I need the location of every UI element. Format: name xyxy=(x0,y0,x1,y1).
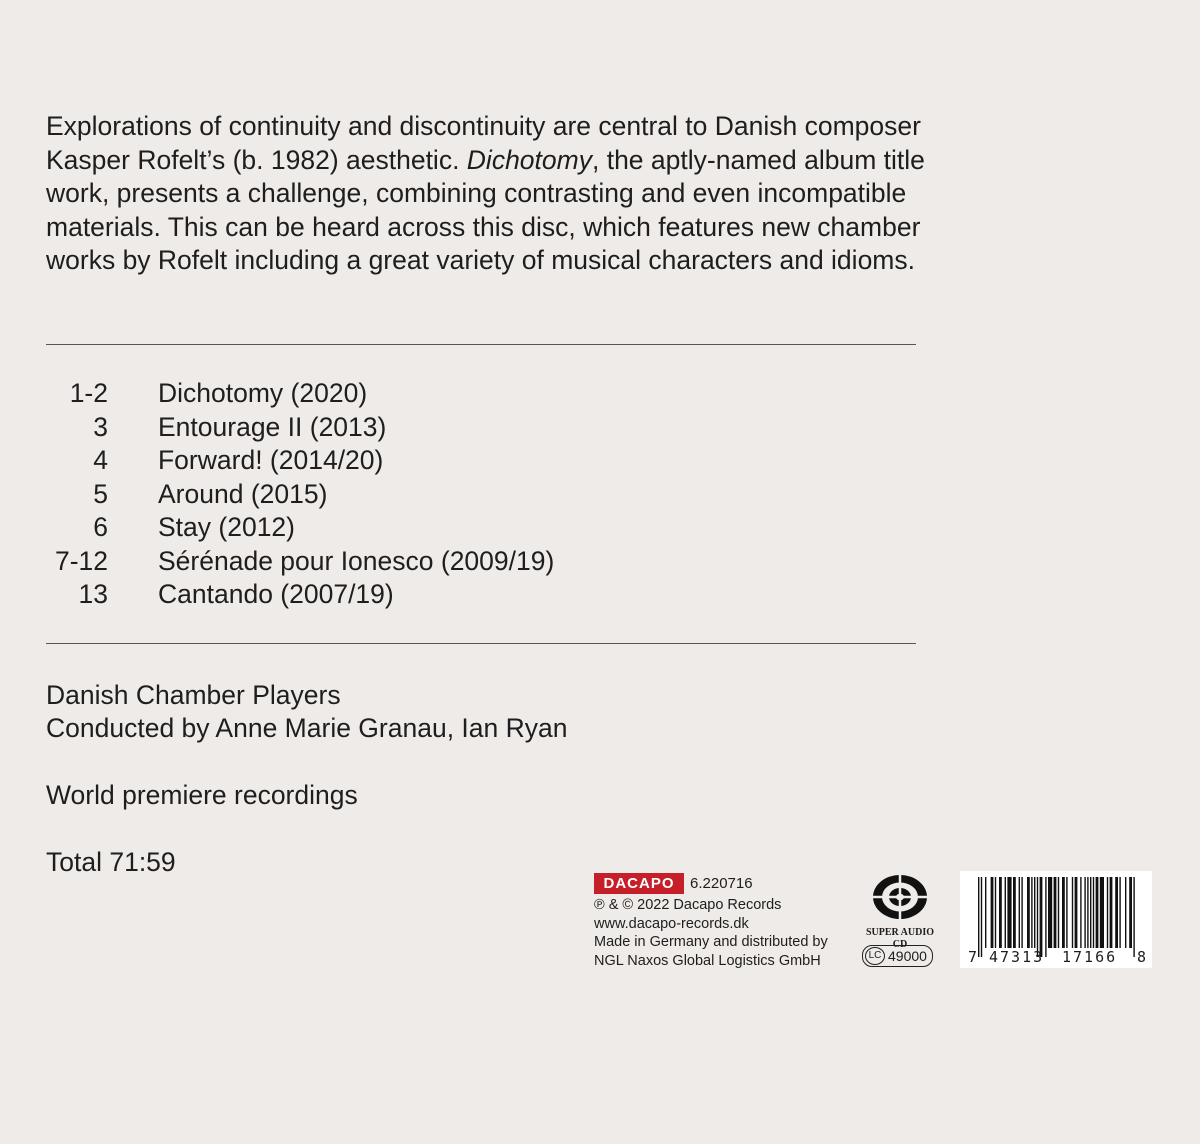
dacapo-logo: DACAPO xyxy=(594,873,684,894)
barcode-bar xyxy=(1119,877,1120,948)
track-number: 5 xyxy=(93,478,108,509)
description-album-title: Dichotomy xyxy=(466,144,592,175)
barcode-bar xyxy=(1040,877,1043,957)
barcode-bar xyxy=(1087,877,1088,948)
track-number: 6 xyxy=(93,512,108,542)
barcode-first-digit: 7 xyxy=(968,948,978,966)
sacd-text: SUPER AUDIO CD xyxy=(865,927,935,950)
track-title: Stay (2012) xyxy=(158,512,295,542)
barcode-bar xyxy=(999,877,1002,948)
ensemble-name: Danish Chamber Players xyxy=(46,680,341,710)
label-code xyxy=(862,945,933,967)
barcode-bar xyxy=(1066,877,1067,948)
divider-top xyxy=(46,344,916,345)
track-list xyxy=(46,377,554,612)
track-title: Forward! (2014/20) xyxy=(158,445,384,475)
barcode-bar xyxy=(1037,877,1038,957)
lc-mark: LC xyxy=(865,947,885,965)
barcode xyxy=(960,871,1152,968)
track-row xyxy=(46,478,554,512)
barcode-bar xyxy=(1075,877,1078,948)
barcode-bar xyxy=(1133,877,1134,957)
track-row xyxy=(46,444,554,478)
barcode-bar xyxy=(1034,877,1035,948)
barcode-right-digits: 17166 xyxy=(1062,948,1118,966)
divider-bottom xyxy=(46,643,916,644)
barcode-bar xyxy=(1107,877,1108,948)
catalog-number: 6.220716 xyxy=(690,875,753,892)
premiere-note: World premiere recordings xyxy=(46,780,358,810)
track-title: Dichotomy (2020) xyxy=(158,378,368,408)
barcode-bar xyxy=(981,877,982,957)
description-text-2: , the aptly-named album title work, presents a challenge, combining contrasting and even incompatible materials. This can be heard across this disc, which features new chamber works by Rofelt including a great variety of musical characters and idioms. xyxy=(46,144,925,275)
barcode-bar xyxy=(1072,877,1073,948)
track-row xyxy=(46,545,554,579)
track-number: 4 xyxy=(93,445,108,475)
track-title: Sérénade pour Ionesco (2009/19) xyxy=(158,545,555,576)
track-title: Around (2015) xyxy=(158,478,328,509)
barcode-bar xyxy=(1045,877,1046,957)
barcode-bar xyxy=(1007,877,1011,948)
made-in-line: Made in Germany and distributed by xyxy=(594,934,828,950)
barcode-bar xyxy=(1019,877,1020,948)
barcode-bar xyxy=(1129,877,1132,948)
barcode-bar xyxy=(1048,877,1052,948)
sacd-logo xyxy=(858,873,942,951)
track-row xyxy=(46,578,554,612)
track-row xyxy=(46,377,554,411)
lc-code: 49000 xyxy=(888,948,927,964)
track-title: Cantando (2007/19) xyxy=(158,579,394,609)
barcode-bar xyxy=(1058,877,1059,948)
barcode-bar xyxy=(991,877,994,948)
barcode-bar xyxy=(1013,877,1016,948)
barcode-bar xyxy=(1115,877,1118,948)
track-row xyxy=(46,511,554,545)
copyright-line: ℗ & © 2022 Dacapo Records xyxy=(594,897,782,913)
conductors: Conducted by Anne Marie Granau, Ian Ryan xyxy=(46,713,568,743)
barcode-bar xyxy=(1090,877,1091,948)
total-duration: Total 71:59 xyxy=(46,847,176,877)
barcode-bar xyxy=(1031,877,1032,948)
barcode-bar xyxy=(978,877,979,957)
barcode-bar xyxy=(1021,877,1022,948)
track-number: 7-12 xyxy=(54,545,108,576)
barcode-bar xyxy=(1100,877,1104,948)
barcode-bar xyxy=(1054,877,1057,948)
barcode-bar xyxy=(1080,877,1081,948)
barcode-bar xyxy=(1125,877,1126,948)
barcode-bar xyxy=(1110,877,1113,948)
barcode-left-digits: 47313 xyxy=(989,948,1045,966)
description-text-1: Explorations of continuity and discontinuity are central to Danish composer Kasper Rofelt’s (b. 1982) aesthetic. xyxy=(46,111,921,175)
sacd-disc-icon xyxy=(871,873,929,921)
album-description xyxy=(46,110,946,278)
track-number: 1-2 xyxy=(69,378,108,408)
track-title: Entourage II (2013) xyxy=(158,411,387,442)
barcode-bar xyxy=(1005,877,1006,948)
label-info xyxy=(594,896,828,970)
track-number: 13 xyxy=(78,579,108,609)
track-number: 3 xyxy=(93,411,108,442)
distributor-line: NGL Naxos Global Logistics GmbH xyxy=(594,952,821,969)
barcode-bar xyxy=(985,877,986,948)
barcode-last-digit: 8 xyxy=(1137,948,1147,966)
track-row xyxy=(46,411,554,445)
barcode-bar xyxy=(1096,877,1099,948)
barcode-bar xyxy=(995,877,996,948)
barcode-bar xyxy=(1084,877,1085,948)
barcode-bar xyxy=(1093,877,1094,948)
barcode-bar xyxy=(1062,877,1065,948)
website-line: www.dacapo-records.dk xyxy=(594,915,749,932)
barcode-bar xyxy=(1027,877,1030,948)
